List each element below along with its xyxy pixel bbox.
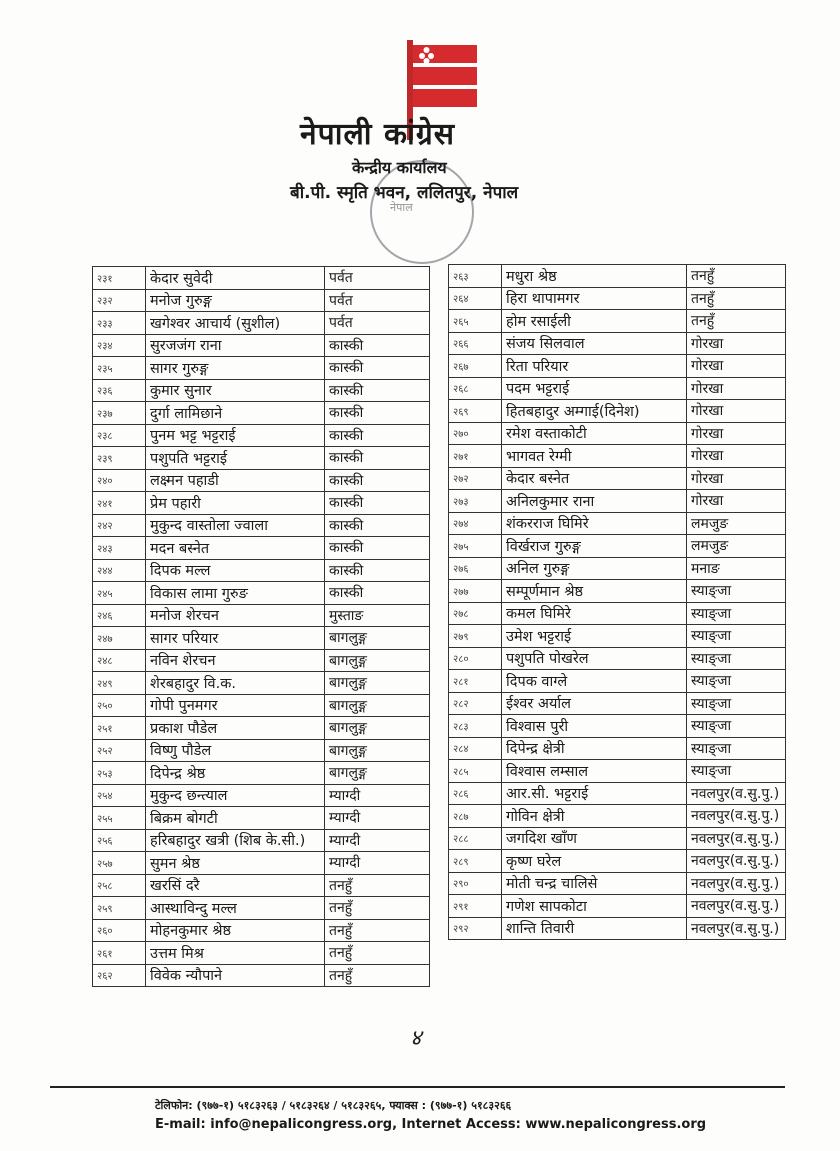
member-name: आस्थाविन्दु मल्ल bbox=[146, 897, 325, 920]
member-name: खगेश्वर आचार्य (सुशील) bbox=[146, 312, 325, 335]
district-name: पर्वत bbox=[325, 312, 430, 335]
table-row bbox=[93, 942, 430, 965]
district-name: तनहुँ bbox=[325, 897, 430, 920]
table-row bbox=[93, 964, 430, 987]
organization-name: नेपाली कांग्रेस bbox=[300, 117, 456, 152]
table-row bbox=[93, 514, 430, 537]
serial-number: २५८ bbox=[93, 874, 146, 897]
district-name: स्याङ्जा bbox=[687, 580, 786, 603]
table-row bbox=[93, 649, 430, 672]
district-name: कास्की bbox=[325, 492, 430, 515]
page-number: ४ bbox=[410, 1026, 422, 1051]
table-row bbox=[449, 782, 786, 805]
table-row bbox=[93, 762, 430, 785]
district-name: कास्की bbox=[325, 447, 430, 470]
table-row bbox=[93, 492, 430, 515]
district-name: नवलपुर(व.सु.पु.) bbox=[687, 827, 786, 850]
member-name: रमेश वस्ताकोटी bbox=[502, 422, 687, 445]
district-name: पर्वत bbox=[325, 289, 430, 312]
district-name: नवलपुर(व.सु.पु.) bbox=[687, 872, 786, 895]
table-row bbox=[93, 357, 430, 380]
serial-number: २८४ bbox=[449, 737, 502, 760]
table-row bbox=[93, 672, 430, 695]
member-name: हरिबहादुर खत्री (शिब के.सी.) bbox=[146, 829, 325, 852]
district-name: कास्की bbox=[325, 357, 430, 380]
table-row bbox=[449, 692, 786, 715]
table-row bbox=[449, 737, 786, 760]
member-name: मनोज गुरुङ्ग bbox=[146, 289, 325, 312]
member-name: गोपी पुनमगर bbox=[146, 694, 325, 717]
member-name: होम रसाईली bbox=[502, 310, 687, 333]
table-row bbox=[93, 559, 430, 582]
district-name: गोरखा bbox=[687, 332, 786, 355]
district-name: कास्की bbox=[325, 379, 430, 402]
member-name: कुमार सुनार bbox=[146, 379, 325, 402]
serial-number: २७१ bbox=[449, 445, 502, 468]
district-name: बागलुङ्ग bbox=[325, 694, 430, 717]
serial-number: २७७ bbox=[449, 580, 502, 603]
member-name: सम्पूर्णमान श्रेष्ठ bbox=[502, 580, 687, 603]
table-row bbox=[93, 604, 430, 627]
member-name: कमल घिमिरे bbox=[502, 602, 687, 625]
member-name: विष्णु पौडेल bbox=[146, 739, 325, 762]
member-name: शंकरराज घिमिरे bbox=[502, 512, 687, 535]
serial-number: २५२ bbox=[93, 739, 146, 762]
member-name: प्रेम पहारी bbox=[146, 492, 325, 515]
member-name: पशुपति पोखरेल bbox=[502, 647, 687, 670]
serial-number: २४० bbox=[93, 469, 146, 492]
table-row bbox=[93, 402, 430, 425]
serial-number: २६९ bbox=[449, 400, 502, 423]
table-row bbox=[449, 602, 786, 625]
serial-number: २३९ bbox=[93, 447, 146, 470]
serial-number: २४३ bbox=[93, 537, 146, 560]
table-row bbox=[93, 852, 430, 875]
district-name: बागलुङ्ग bbox=[325, 672, 430, 695]
district-name: लमजुङ bbox=[687, 535, 786, 558]
table-row bbox=[93, 267, 430, 290]
table-row bbox=[449, 895, 786, 918]
member-table-left bbox=[92, 266, 430, 987]
district-name: बागलुङ्ग bbox=[325, 649, 430, 672]
serial-number: २८२ bbox=[449, 692, 502, 715]
table-row bbox=[449, 850, 786, 873]
serial-number: २३५ bbox=[93, 357, 146, 380]
serial-number: २४७ bbox=[93, 627, 146, 650]
office-name: केन्द्रीय कार्यालय bbox=[352, 158, 447, 177]
district-name: बागलुङ्ग bbox=[325, 627, 430, 650]
member-name: गोविन क्षेत्री bbox=[502, 805, 687, 828]
serial-number: २७५ bbox=[449, 535, 502, 558]
serial-number: २७० bbox=[449, 422, 502, 445]
table-row bbox=[449, 917, 786, 940]
table-row bbox=[449, 445, 786, 468]
member-name: मधुरा श्रेष्ठ bbox=[502, 265, 687, 288]
table-row bbox=[449, 355, 786, 378]
district-name: स्याङ्जा bbox=[687, 625, 786, 648]
district-name: तनहुँ bbox=[687, 265, 786, 288]
member-name: अनिलकुमार राना bbox=[502, 490, 687, 513]
member-name: अनिल गुरुङ्ग bbox=[502, 557, 687, 580]
district-name: कास्की bbox=[325, 424, 430, 447]
member-name: प्रकाश पौडेल bbox=[146, 717, 325, 740]
member-name: सुरजजंग राना bbox=[146, 334, 325, 357]
serial-number: २३४ bbox=[93, 334, 146, 357]
member-name: दिपेन्द्र क्षेत्री bbox=[502, 737, 687, 760]
member-name: मुकुन्द छन्त्याल bbox=[146, 784, 325, 807]
district-name: कास्की bbox=[325, 537, 430, 560]
district-name: स्याङ्जा bbox=[687, 602, 786, 625]
serial-number: २४९ bbox=[93, 672, 146, 695]
serial-number: २३१ bbox=[93, 267, 146, 290]
district-name: मनाङ bbox=[687, 557, 786, 580]
party-flag-icon bbox=[413, 45, 477, 107]
serial-number: २४५ bbox=[93, 582, 146, 605]
table-row bbox=[93, 312, 430, 335]
member-name: मदन बस्नेत bbox=[146, 537, 325, 560]
serial-number: २७८ bbox=[449, 602, 502, 625]
serial-number: २६१ bbox=[93, 942, 146, 965]
serial-number: २३८ bbox=[93, 424, 146, 447]
table-row bbox=[93, 627, 430, 650]
district-name: तनहुँ bbox=[325, 942, 430, 965]
district-name: स्याङ्जा bbox=[687, 760, 786, 783]
member-name: मुकुन्द वास्तोला ज्वाला bbox=[146, 514, 325, 537]
district-name: तनहुँ bbox=[325, 874, 430, 897]
member-name: शेरबहादुर वि.क. bbox=[146, 672, 325, 695]
member-name: बिक्रम बोगटी bbox=[146, 807, 325, 830]
table-row bbox=[93, 334, 430, 357]
serial-number: २३६ bbox=[93, 379, 146, 402]
table-row bbox=[93, 582, 430, 605]
member-name: सागर गुरुङ्ग bbox=[146, 357, 325, 380]
member-name: दुर्गा लामिछाने bbox=[146, 402, 325, 425]
serial-number: २३३ bbox=[93, 312, 146, 335]
serial-number: २५७ bbox=[93, 852, 146, 875]
district-name: नवलपुर(व.सु.पु.) bbox=[687, 782, 786, 805]
office-address: बी.पी. स्मृति भवन, ललितपुर, नेपाल bbox=[290, 183, 519, 203]
table-row bbox=[93, 379, 430, 402]
table-row bbox=[449, 760, 786, 783]
table-row bbox=[449, 265, 786, 288]
serial-number: २८८ bbox=[449, 827, 502, 850]
district-name: नवलपुर(व.सु.पु.) bbox=[687, 917, 786, 940]
member-name: पदम भट्टराई bbox=[502, 377, 687, 400]
member-name: हिरा थापामगर bbox=[502, 287, 687, 310]
member-name: दिपक वाग्ले bbox=[502, 670, 687, 693]
table-row bbox=[449, 467, 786, 490]
district-name: म्याग्दी bbox=[325, 829, 430, 852]
district-name: कास्की bbox=[325, 334, 430, 357]
serial-number: २३२ bbox=[93, 289, 146, 312]
table-row bbox=[449, 490, 786, 513]
district-name: म्याग्दी bbox=[325, 852, 430, 875]
table-row bbox=[449, 512, 786, 535]
district-name: म्याग्दी bbox=[325, 807, 430, 830]
member-name: सुमन श्रेष्ठ bbox=[146, 852, 325, 875]
district-name: स्याङ्जा bbox=[687, 647, 786, 670]
letterhead bbox=[0, 0, 840, 260]
serial-number: २६७ bbox=[449, 355, 502, 378]
seal-text: नेपाल bbox=[390, 201, 413, 214]
serial-number: २६० bbox=[93, 919, 146, 942]
member-name: केदार बस्नेत bbox=[502, 467, 687, 490]
district-name: बागलुङ्ग bbox=[325, 717, 430, 740]
table-row bbox=[93, 289, 430, 312]
serial-number: २५३ bbox=[93, 762, 146, 785]
serial-number: २६४ bbox=[449, 287, 502, 310]
serial-number: २८९ bbox=[449, 850, 502, 873]
district-name: तनहुँ bbox=[325, 964, 430, 987]
serial-number: २६८ bbox=[449, 377, 502, 400]
district-name: गोरखा bbox=[687, 355, 786, 378]
district-name: स्याङ्जा bbox=[687, 692, 786, 715]
district-name: तनहुँ bbox=[687, 287, 786, 310]
district-name: स्याङ्जा bbox=[687, 737, 786, 760]
district-name: बागलुङ्ग bbox=[325, 739, 430, 762]
serial-number: २४८ bbox=[93, 649, 146, 672]
member-name: पुनम भट्ट भट्टराई bbox=[146, 424, 325, 447]
footer-divider bbox=[50, 1086, 785, 1088]
district-name: तनहुँ bbox=[325, 919, 430, 942]
table-row bbox=[449, 670, 786, 693]
serial-number: २३७ bbox=[93, 402, 146, 425]
serial-number: २९१ bbox=[449, 895, 502, 918]
table-row bbox=[449, 287, 786, 310]
member-name: ईश्वर अर्याल bbox=[502, 692, 687, 715]
member-name: उत्तम मिश्र bbox=[146, 942, 325, 965]
district-name: कास्की bbox=[325, 559, 430, 582]
footer-phone: टेलिफोन: (९७७-१) ५१८३२६३ / ५१८३२६४ / ५१८३२६५, फ्याक्स : (९७७-१) ५१८३२६६ bbox=[155, 1099, 512, 1112]
table-row bbox=[93, 717, 430, 740]
table-row bbox=[93, 739, 430, 762]
district-name: गोरखा bbox=[687, 422, 786, 445]
serial-number: २९२ bbox=[449, 917, 502, 940]
member-name: कृष्ण घरेल bbox=[502, 850, 687, 873]
serial-number: २७६ bbox=[449, 557, 502, 580]
member-name: आर.सी. भट्टराई bbox=[502, 782, 687, 805]
district-name: स्याङ्जा bbox=[687, 715, 786, 738]
member-name: भागवत रेग्मी bbox=[502, 445, 687, 468]
member-name: दिपेन्द्र श्रेष्ठ bbox=[146, 762, 325, 785]
serial-number: २८५ bbox=[449, 760, 502, 783]
table-row bbox=[449, 827, 786, 850]
table-row bbox=[93, 807, 430, 830]
table-row bbox=[449, 715, 786, 738]
serial-number: २५९ bbox=[93, 897, 146, 920]
serial-number: २५६ bbox=[93, 829, 146, 852]
district-name: गोरखा bbox=[687, 445, 786, 468]
serial-number: २७९ bbox=[449, 625, 502, 648]
district-name: मुस्ताङ bbox=[325, 604, 430, 627]
serial-number: २६६ bbox=[449, 332, 502, 355]
serial-number: २५१ bbox=[93, 717, 146, 740]
serial-number: २४६ bbox=[93, 604, 146, 627]
district-name: गोरखा bbox=[687, 467, 786, 490]
serial-number: २९० bbox=[449, 872, 502, 895]
member-name: विर्खराज गुरुङ्ग bbox=[502, 535, 687, 558]
serial-number: २८१ bbox=[449, 670, 502, 693]
member-name: विश्वास लम्साल bbox=[502, 760, 687, 783]
member-name: विवेक न्यौपाने bbox=[146, 964, 325, 987]
district-name: गोरखा bbox=[687, 400, 786, 423]
member-name: केदार सुवेदी bbox=[146, 267, 325, 290]
member-name: संजय सिलवाल bbox=[502, 332, 687, 355]
member-name: लक्ष्मन पहाडी bbox=[146, 469, 325, 492]
member-name: नविन शेरचन bbox=[146, 649, 325, 672]
table-row bbox=[93, 469, 430, 492]
serial-number: २८३ bbox=[449, 715, 502, 738]
member-name: खरसिं दरै bbox=[146, 874, 325, 897]
district-name: कास्की bbox=[325, 514, 430, 537]
serial-number: २८७ bbox=[449, 805, 502, 828]
serial-number: २८० bbox=[449, 647, 502, 670]
member-table-right bbox=[448, 264, 786, 940]
table-row bbox=[93, 424, 430, 447]
table-row bbox=[449, 625, 786, 648]
member-name: उमेश भट्टराई bbox=[502, 625, 687, 648]
table-row bbox=[449, 535, 786, 558]
member-name: विकास लामा गुरुङ bbox=[146, 582, 325, 605]
serial-number: २४४ bbox=[93, 559, 146, 582]
serial-number: २७३ bbox=[449, 490, 502, 513]
member-name: हितबहादुर अम्गाई(दिनेश) bbox=[502, 400, 687, 423]
table-row bbox=[449, 647, 786, 670]
serial-number: २५४ bbox=[93, 784, 146, 807]
table-row bbox=[449, 805, 786, 828]
serial-number: २५५ bbox=[93, 807, 146, 830]
member-name: गणेश सापकोटा bbox=[502, 895, 687, 918]
table-row bbox=[93, 897, 430, 920]
member-name: जगदिश खाँण bbox=[502, 827, 687, 850]
table-row bbox=[449, 310, 786, 333]
table-row bbox=[93, 784, 430, 807]
district-name: स्याङ्जा bbox=[687, 670, 786, 693]
district-name: लमजुङ bbox=[687, 512, 786, 535]
district-name: कास्की bbox=[325, 469, 430, 492]
table-row bbox=[93, 447, 430, 470]
serial-number: २८६ bbox=[449, 782, 502, 805]
table-row bbox=[449, 332, 786, 355]
member-name: पशुपति भट्टराई bbox=[146, 447, 325, 470]
district-name: कास्की bbox=[325, 582, 430, 605]
table-row bbox=[449, 377, 786, 400]
member-name: मोती चन्द्र चालिसे bbox=[502, 872, 687, 895]
table-row bbox=[93, 694, 430, 717]
table-row bbox=[449, 557, 786, 580]
member-name: मोहनकुमार श्रेष्ठ bbox=[146, 919, 325, 942]
district-name: तनहुँ bbox=[687, 310, 786, 333]
district-name: नवलपुर(व.सु.पु.) bbox=[687, 805, 786, 828]
table-row bbox=[449, 580, 786, 603]
table-row bbox=[93, 537, 430, 560]
member-name: शान्ति तिवारी bbox=[502, 917, 687, 940]
serial-number: २६२ bbox=[93, 964, 146, 987]
table-row bbox=[93, 919, 430, 942]
table-row bbox=[449, 400, 786, 423]
member-name: दिपक मल्ल bbox=[146, 559, 325, 582]
district-name: गोरखा bbox=[687, 377, 786, 400]
table-row bbox=[93, 874, 430, 897]
footer-contact: E-mail: info@nepalicongress.org, Internet Access: www.nepalicongress.org bbox=[155, 1117, 707, 1132]
district-name: गोरखा bbox=[687, 490, 786, 513]
district-name: कास्की bbox=[325, 402, 430, 425]
member-name: सागर परियार bbox=[146, 627, 325, 650]
member-name: मनोज शेरचन bbox=[146, 604, 325, 627]
serial-number: २४१ bbox=[93, 492, 146, 515]
table-row bbox=[449, 422, 786, 445]
serial-number: २७४ bbox=[449, 512, 502, 535]
member-name: रिता परियार bbox=[502, 355, 687, 378]
serial-number: २६५ bbox=[449, 310, 502, 333]
district-name: पर्वत bbox=[325, 267, 430, 290]
district-name: नवलपुर(व.सु.पु.) bbox=[687, 850, 786, 873]
serial-number: २४२ bbox=[93, 514, 146, 537]
serial-number: २६३ bbox=[449, 265, 502, 288]
table-row bbox=[449, 872, 786, 895]
district-name: म्याग्दी bbox=[325, 784, 430, 807]
district-name: बागलुङ्ग bbox=[325, 762, 430, 785]
member-name: विश्वास पुरी bbox=[502, 715, 687, 738]
district-name: नवलपुर(व.सु.पु.) bbox=[687, 895, 786, 918]
table-row bbox=[93, 829, 430, 852]
serial-number: २७२ bbox=[449, 467, 502, 490]
serial-number: २५० bbox=[93, 694, 146, 717]
